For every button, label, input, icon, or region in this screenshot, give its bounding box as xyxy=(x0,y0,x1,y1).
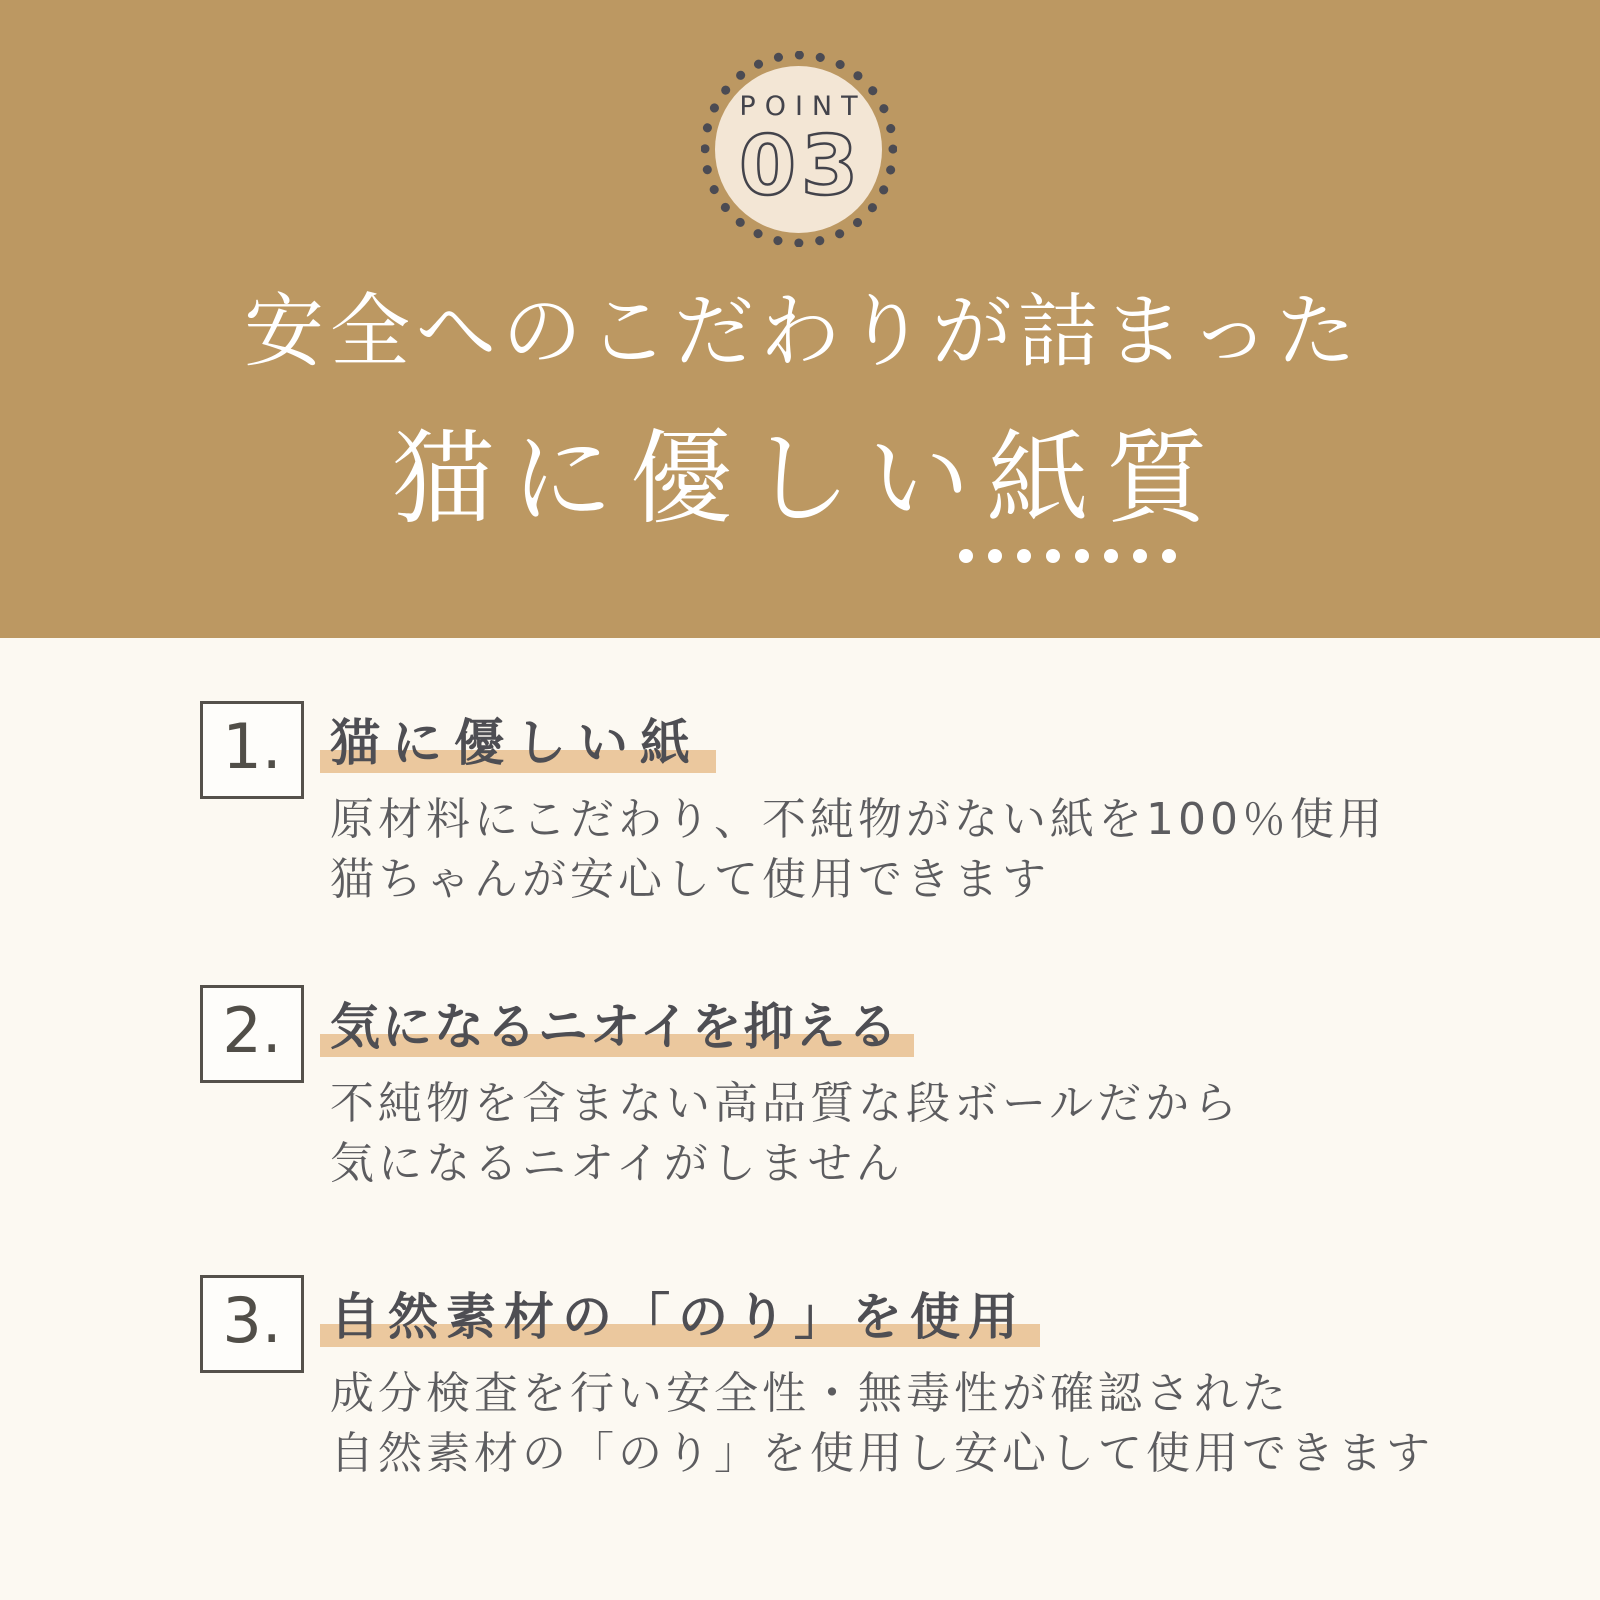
item-2-desc-line2: 気になるニオイがしません xyxy=(330,1137,904,1189)
item-3-number-box xyxy=(200,1275,304,1373)
item-3-desc-line2: 自然素材の「のり」を使用し安心して使用できます xyxy=(330,1427,1434,1479)
badge-number: 03 xyxy=(738,119,864,214)
item-1-number-box xyxy=(200,701,304,799)
item-1-desc-line1: 原材料にこだわり、不純物がない紙を100％使用 xyxy=(330,794,1386,845)
list-item-1 xyxy=(200,701,1530,910)
badge-label: POINT xyxy=(739,91,867,122)
list-item-2 xyxy=(200,985,1530,1194)
item-2-heading: 気になるニオイを抑える xyxy=(320,999,914,1057)
item-1-heading: 猫に優しい紙 xyxy=(320,715,716,773)
point-badge xyxy=(715,66,882,233)
hero-title-line2: 猫に優しい紙質 xyxy=(392,420,1225,539)
item-1-number: 1. xyxy=(222,710,282,783)
item-2-number-box xyxy=(200,985,304,1083)
dotted-underline xyxy=(959,549,1176,563)
hero-title-line1: 安全へのこだわりが詰まった xyxy=(244,285,1362,378)
content-section xyxy=(0,638,1600,1600)
item-3-number: 3. xyxy=(222,1284,282,1357)
item-1-desc-line2: 猫ちゃんが安心して使用できます xyxy=(330,853,1050,905)
hero-section xyxy=(0,0,1600,638)
list-item-3 xyxy=(200,1275,1530,1484)
item-3-heading: 自然素材の「のり」を使用 xyxy=(320,1289,1040,1347)
item-2-desc-line1: 不純物を含まない高品質な段ボールだから xyxy=(330,1078,1242,1129)
item-2-number: 2. xyxy=(222,994,282,1067)
item-3-desc-line1: 成分検査を行い安全性・無毒性が確認された xyxy=(330,1368,1290,1419)
